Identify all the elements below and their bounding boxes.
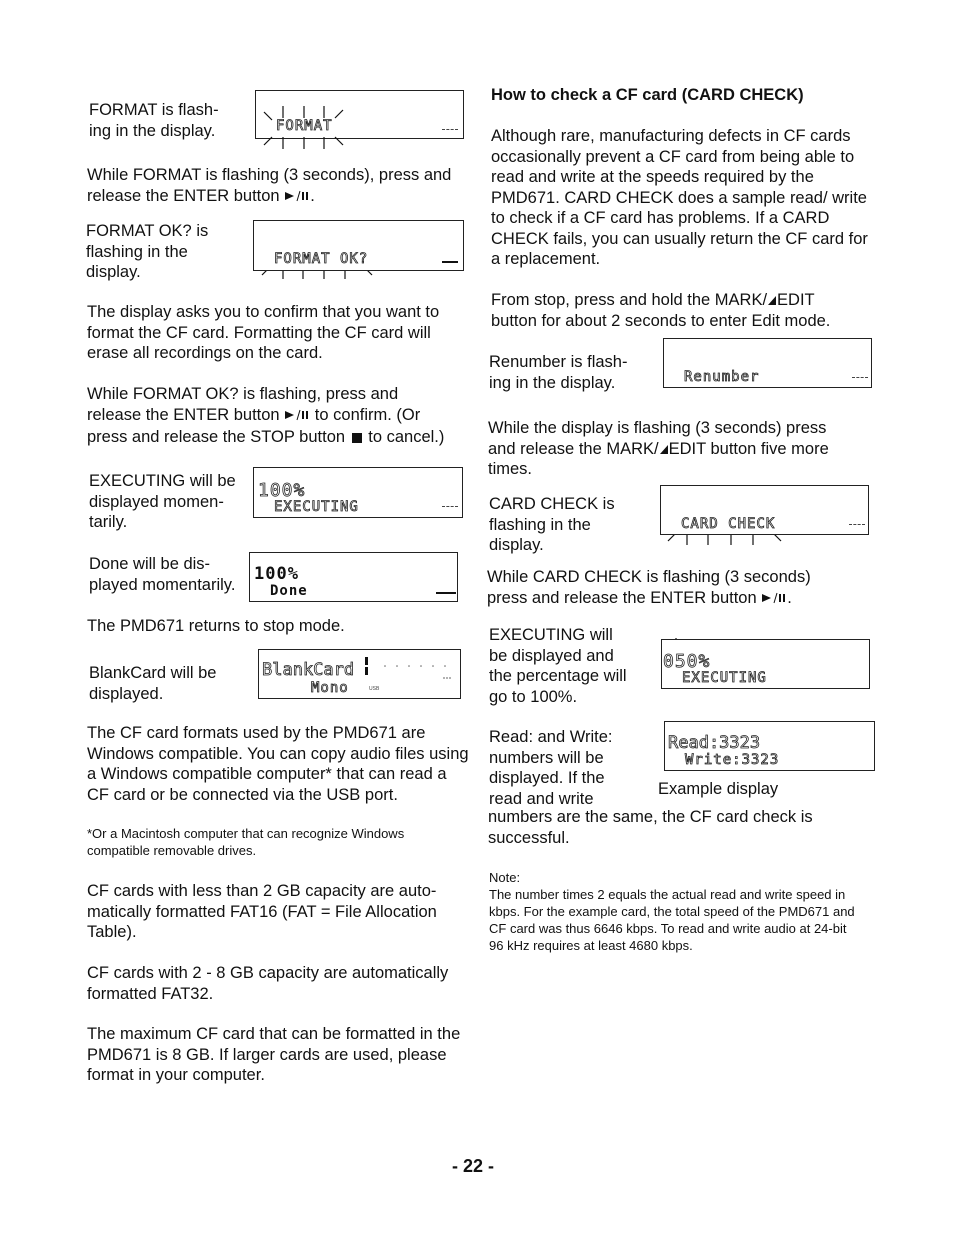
- format-ok-label: FORMAT OK? is flashing in the display.: [86, 222, 209, 281]
- lcd-done-display: [249, 552, 458, 602]
- lcd-level-marker: [436, 592, 456, 594]
- from-stop-line1b: EDIT: [777, 291, 815, 309]
- from-stop-line2: button for about 2 seconds to enter Edit mode.: [491, 311, 831, 330]
- example-display-caption: Example display: [658, 780, 779, 798]
- lcd-text: Renumber: [684, 369, 760, 385]
- formats-paragraph: The CF card formats used by the PMD671 are Windows compatible. You can copy audio files using a Windows compatible computer* that can read a CF card or be connected via the USB port.: [87, 724, 469, 804]
- renumber-label: Renumber is flash- ing in the display.: [489, 353, 628, 392]
- lcd-read-value: Read:3323: [668, 733, 761, 753]
- lcd-level-marker: [849, 524, 865, 525]
- lcd-cardcheck-display: [660, 485, 869, 535]
- fat16-paragraph: CF cards with less than 2 GB capacity are auto-matically formatted FAT16 (FAT = File Allocation Table).: [87, 882, 437, 941]
- lcd-executing-display: [253, 467, 463, 518]
- done-label: Done will be dis- played momentarily.: [89, 555, 236, 594]
- lcd-text: Mono: [311, 680, 349, 696]
- while-flash-paragraph: [488, 418, 873, 480]
- while-flash-line3: times.: [488, 460, 533, 478]
- while-format-text: While FORMAT is flashing (3 seconds), press and release the ENTER button .: [87, 166, 452, 205]
- while-ok-line3b: to cancel.): [368, 428, 445, 446]
- lcd-percent: 050%: [663, 651, 711, 672]
- lcd-renumber-display: [663, 338, 872, 388]
- note-title: Note:: [489, 870, 521, 885]
- readwrite-label: Read: and Write: numbers will be displayed. If the read and write: [489, 728, 613, 808]
- while-format-sentence: While FORMAT is flashing (3 seconds), press and release the ENTER button: [87, 166, 452, 205]
- lcd-level-marker: [442, 129, 458, 130]
- readwrite-cont-line2: successful.: [488, 828, 570, 847]
- mark-triangle-icon: [659, 444, 669, 455]
- while-flash-line1: While the display is flashing (3 seconds) press: [488, 419, 827, 437]
- from-stop-line1a: From stop, press and hold the MARK/: [491, 291, 768, 309]
- while-ok-line1: While FORMAT OK? is flashing, press and: [87, 385, 399, 403]
- blankcard-label: BlankCard will be displayed.: [89, 664, 217, 703]
- fat32-paragraph: CF cards with 2 - 8 GB capacity are automatically formatted FAT32.: [87, 964, 449, 1003]
- note-body: The number times 2 equals the actual read and write speed in kbps. For the example card, the total speed of the PMD671 and CF card was thus 6646 kbps. To read and write audio at 24-bit 96 kHz requires at least 4680 kbps.: [489, 887, 855, 953]
- lcd-text: FORMAT: [276, 118, 333, 134]
- lcd-title: BlankCard: [262, 660, 355, 680]
- readwrite-continuation: [488, 807, 873, 848]
- while-cardcheck-paragraph: While CARD CHECK is flashing (3 seconds) press and release the ENTER button .: [487, 568, 811, 607]
- page-number: - 22 -: [452, 1156, 495, 1176]
- from-stop-paragraph: [491, 290, 876, 331]
- while-flash-line2b: EDIT button five more: [668, 439, 829, 458]
- while-cc-line1: While CARD CHECK is flashing (3 seconds): [487, 568, 811, 586]
- readwrite-cont-line1: numbers are the same, the CF card check is: [488, 808, 813, 826]
- lcd-level-marker: [852, 377, 868, 378]
- lcd-text: FORMAT OK?: [274, 251, 369, 267]
- level-meter-icon: [359, 656, 455, 688]
- while-ok-line2b: to confirm. (Or: [314, 405, 421, 424]
- while-ok-line2a: release the ENTER button: [87, 405, 280, 424]
- card-check-heading: How to check a CF card (CARD CHECK): [491, 86, 804, 104]
- footnote-text: *Or a Macintosh computer that can recognize Windows compatible removable drives.: [87, 826, 405, 858]
- lcd-readwrite-display: [664, 721, 875, 771]
- confirm-paragraph: The display asks you to confirm that you want to format the CF card. Formatting the CF card will erase all recordings on the card.: [87, 303, 440, 362]
- lcd-percent: 100%: [254, 564, 299, 584]
- lcd-level-marker: [442, 506, 458, 507]
- play-pause-icon: [761, 592, 787, 604]
- lcd-format-ok-display: [253, 220, 464, 271]
- lcd-format-display: [255, 90, 464, 139]
- lcd-text: CARD CHECK: [681, 516, 776, 532]
- lcd-percent: 100%: [258, 480, 306, 501]
- returns-stop-text: The PMD671 returns to stop mode.: [87, 617, 345, 635]
- executing-label: EXECUTING will be displayed momen- tarily.: [89, 472, 236, 531]
- while-cc-line2: press and release the ENTER button: [487, 588, 757, 607]
- executing-percentage-label: EXECUTING will be displayed and the percentage will go to 100%.: [489, 626, 627, 706]
- lcd-executing-percent-display: [661, 639, 870, 689]
- play-pause-icon: [284, 190, 310, 202]
- stop-icon: [350, 432, 364, 444]
- lcd-text: Done: [270, 583, 308, 599]
- max-card-paragraph: The maximum CF card that can be formatted in the PMD671 is 8 GB. If larger cards are used, please format in your computer.: [87, 1025, 461, 1084]
- while-ok-paragraph: [87, 384, 472, 449]
- usb-indicator: USB: [369, 686, 380, 692]
- mark-triangle-icon: [767, 295, 777, 306]
- while-flash-line2a: and release the MARK/: [488, 439, 659, 458]
- lcd-text: EXECUTING: [682, 670, 767, 686]
- while-ok-line3a: press and release the STOP button: [87, 428, 346, 446]
- cardcheck-label: CARD CHECK is flashing in the display.: [489, 495, 615, 554]
- lcd-level-marker: [442, 261, 458, 263]
- format-flash-label: FORMAT is flash- ing in the display.: [89, 101, 219, 140]
- play-pause-icon: [284, 409, 310, 421]
- lcd-text: EXECUTING: [274, 499, 359, 515]
- lcd-blankcard-display: [258, 649, 461, 699]
- lcd-write-value: Write:3323: [685, 752, 780, 768]
- card-check-intro: Although rare, manufacturing defects in CF cards occasionally prevent a CF card from being able to read and write at the speeds required by the PMD671. CARD CHECK does a sample read/ write to check if a CF card has problems. If a CARD CHECK fails, you can usually return the CF card for a replacement.: [491, 127, 868, 268]
